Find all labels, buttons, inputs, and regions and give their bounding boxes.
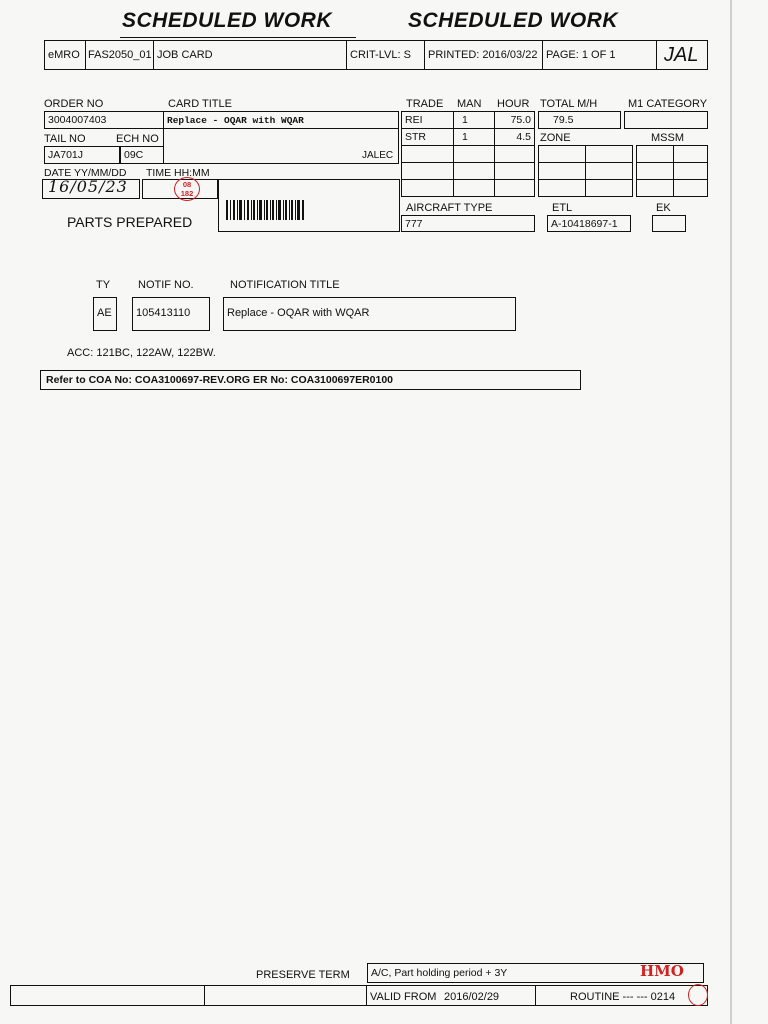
- seal-stamp: [688, 984, 708, 1006]
- notif-no-label: NOTIF NO.: [138, 279, 194, 291]
- hmo-stamp: HMO: [640, 962, 684, 980]
- empty-cell: [494, 162, 535, 180]
- empty-cell: [453, 162, 495, 180]
- tail-no-label: TAIL NO: [44, 133, 86, 145]
- order-no-label: ORDER NO: [44, 98, 104, 110]
- hour-header: HOUR: [497, 98, 530, 110]
- valid-from-value: 2016/02/29: [444, 991, 500, 1003]
- stamp-bottom-text: 182: [180, 189, 194, 198]
- ty-label: TY: [96, 279, 111, 291]
- mssm-cell: [673, 179, 708, 197]
- date-label: DATE YY/MM/DD: [44, 167, 127, 179]
- preserve-term-value: A/C, Part holding period + 3Y: [367, 963, 704, 983]
- zone-label: ZONE: [540, 132, 571, 144]
- page-edge: [730, 0, 732, 1024]
- ech-no-value: 09C: [120, 146, 164, 164]
- aircraft-type-label: AIRCRAFT TYPE: [406, 202, 493, 214]
- barcode-image: [226, 200, 306, 220]
- card-type: JOB CARD: [157, 49, 213, 61]
- printed-date: PRINTED: 2016/03/22: [428, 49, 538, 61]
- empty-cell: [494, 179, 535, 197]
- etl-label: ETL: [552, 202, 573, 214]
- notif-no-value: 105413110: [132, 297, 210, 331]
- notification-title-value: Replace - OQAR with WQAR: [223, 297, 516, 331]
- empty-cell: [453, 145, 495, 163]
- hour-cell: 75.0: [494, 111, 535, 129]
- jalec-label: JALEC: [362, 150, 394, 161]
- aircraft-type-value: 777: [401, 215, 535, 232]
- trade-cell: REI: [401, 111, 454, 129]
- page-number: PAGE: 1 OF 1: [546, 49, 616, 61]
- banner-underline: [120, 37, 356, 38]
- m1-category-header: M1 CATEGORY: [628, 98, 708, 110]
- stamp-top-text: 08: [182, 180, 192, 189]
- banner-right: SCHEDULED WORK: [408, 9, 618, 32]
- parts-prepared-label: PARTS PREPARED: [67, 214, 193, 230]
- routine-value: ROUTINE --- --- 0214: [570, 991, 676, 1003]
- ech-no-label: ECH NO: [116, 133, 159, 145]
- etl-value: A-10418697-1: [547, 215, 631, 232]
- zone-cell: [538, 162, 586, 180]
- company-code: JAL: [664, 44, 699, 66]
- zone-cell: [585, 162, 633, 180]
- man-header: MAN: [457, 98, 482, 110]
- empty-cell: [401, 162, 454, 180]
- divider: [204, 985, 205, 1006]
- system-name: eMRO: [48, 49, 80, 61]
- divider: [153, 40, 154, 70]
- total-mh-header: TOTAL M/H: [540, 98, 598, 110]
- zone-cell: [585, 145, 633, 163]
- divider: [542, 40, 543, 70]
- man-cell: 1: [453, 111, 495, 129]
- valid-from-label: VALID FROM: [370, 991, 437, 1003]
- divider: [424, 40, 425, 70]
- inspector-stamp: [174, 177, 200, 201]
- trade-header: TRADE: [406, 98, 444, 110]
- order-no-value: 3004007403: [44, 111, 164, 129]
- ek-box: [652, 215, 686, 232]
- divider: [656, 40, 657, 70]
- divider: [535, 985, 536, 1006]
- man-cell: 1: [453, 128, 495, 146]
- hour-cell: 4.5: [494, 128, 535, 146]
- divider: [346, 40, 347, 70]
- m1-category-box: [624, 111, 708, 129]
- card-title-label: CARD TITLE: [168, 98, 232, 110]
- empty-cell: [401, 179, 454, 197]
- ty-value: AE: [93, 297, 117, 331]
- mssm-cell: [636, 162, 674, 180]
- zone-cell: [585, 179, 633, 197]
- mssm-cell: [673, 145, 708, 163]
- empty-cell: [453, 179, 495, 197]
- empty-cell: [494, 145, 535, 163]
- zone-cell: [538, 179, 586, 197]
- acc-text: ACC: 121BC, 122AW, 122BW.: [67, 347, 216, 359]
- mssm-cell: [636, 145, 674, 163]
- zone-cell: [538, 145, 586, 163]
- tail-no-value: JA701J: [44, 146, 120, 164]
- preserve-term-label: PRESERVE TERM: [256, 969, 350, 981]
- mssm-cell: [673, 162, 708, 180]
- form-code: FAS2050_01: [88, 49, 152, 61]
- card-title-value: Replace - OQAR with WQAR: [163, 111, 399, 129]
- total-mh-value: 79.5: [538, 111, 621, 129]
- crit-level: CRIT-LVL: S: [350, 49, 411, 61]
- empty-cell: [401, 145, 454, 163]
- date-handwritten: 16/05/23: [48, 177, 128, 196]
- banner-left: SCHEDULED WORK: [122, 9, 332, 32]
- mssm-cell: [636, 179, 674, 197]
- coa-reference: Refer to COA No: COA3100697-REV.ORG ER No: COA3100697ER0100: [40, 370, 581, 390]
- divider: [366, 985, 367, 1006]
- ek-label: EK: [656, 202, 671, 214]
- time-label: TIME HH:MM: [146, 167, 210, 179]
- divider: [85, 40, 86, 70]
- mssm-label: MSSM: [651, 132, 684, 144]
- notification-title-label: NOTIFICATION TITLE: [230, 279, 340, 291]
- trade-cell: STR: [401, 128, 454, 146]
